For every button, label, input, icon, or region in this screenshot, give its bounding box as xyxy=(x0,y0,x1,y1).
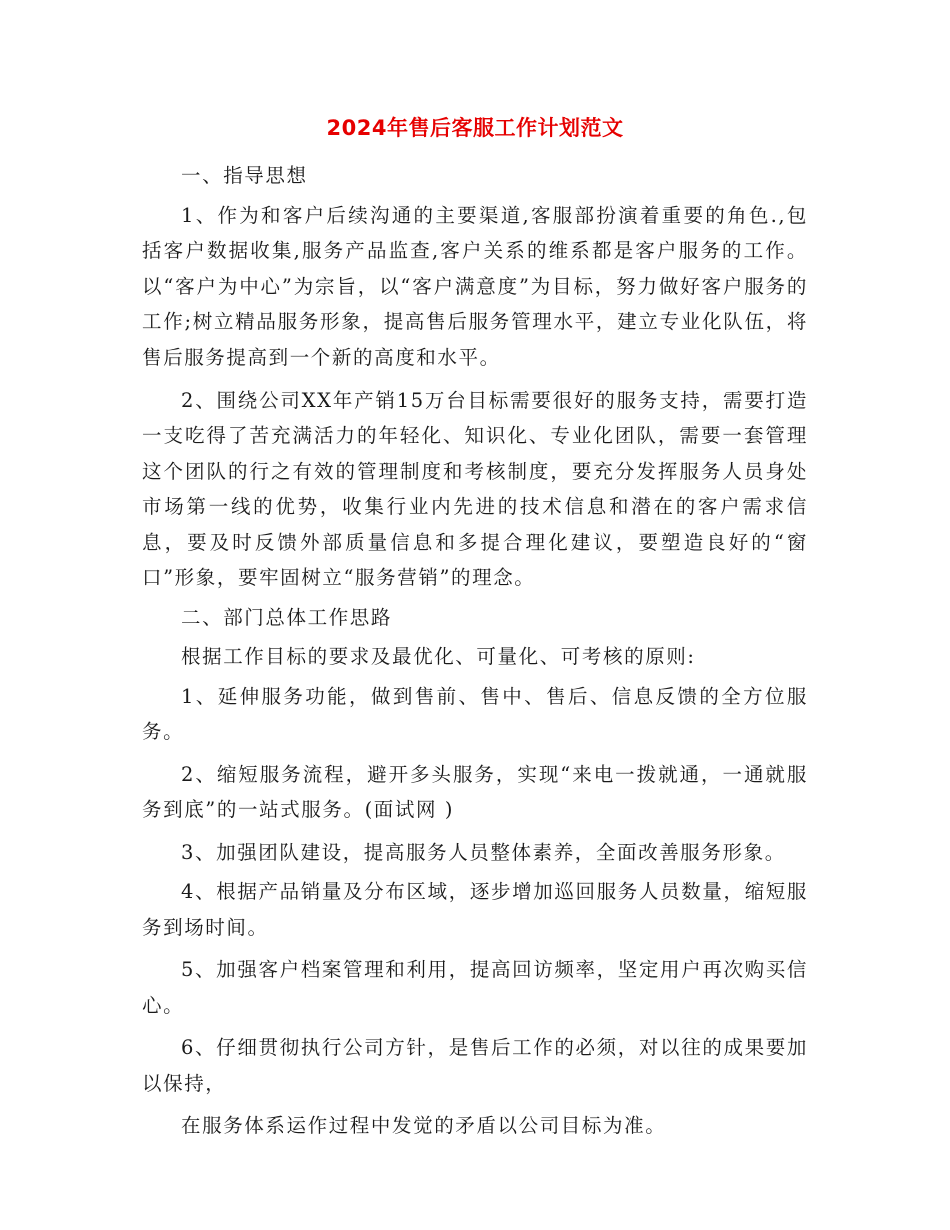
list-item: 1、延伸服务功能，做到售前、售中、售后、信息反馈的全方位服务。 xyxy=(142,684,808,743)
paragraph: 根据工作目标的要求及最优化、可量化、可考核的原则: xyxy=(181,645,696,668)
list-item: 3、加强团队建设，提高服务人员整体素养，全面改善服务形象。 xyxy=(181,840,786,864)
section-heading: 一、指导思想 xyxy=(181,164,308,187)
paragraph: 在服务体系运作过程中发觉的矛盾以公司目标为准。 xyxy=(181,1114,667,1137)
document-body xyxy=(142,158,808,1144)
document-title: 2024年售后客服工作计划范文 xyxy=(326,116,624,140)
section-heading: 二、部门总体工作思路 xyxy=(181,605,393,629)
list-item: 6、仔细贯彻执行公司方针，是售后工作的必须，对以往的成果要加以保持， xyxy=(142,1036,808,1095)
list-item: 2、缩短服务流程，避开多头服务，实现“来电一拨就通，一通就服务到底”的一站式服务。(面试网 ) xyxy=(142,762,808,821)
paragraph: 1、作为和客户后续沟通的主要渠道,客服部扮演着重要的角色.,包括客户数据收集,服务产品监查,客户关系的维系都是客户服务的工作。以“客户为中心”为宗旨，以“客户满意度”为目标，努力做好客户服务的工作;树立精品服务形象，提高售后服务管理水平，建立专业化队伍，将售后服务提高到一个新的高度和水平。 xyxy=(142,203,808,369)
list-item: 5、加强客户档案管理和利用，提高回访频率，坚定用户再次购买信心。 xyxy=(142,958,808,1017)
list-item: 4、根据产品销量及分布区域，逐步增加巡回服务人员数量，缩短服务到场时间。 xyxy=(142,880,808,939)
paragraph: 2、围绕公司XX年产销15万台目标需要很好的服务支持，需要打造一支吃得了苦充满活力的年轻化、知识化、专业化团队，需要一套管理这个团队的行之有效的管理制度和考核制度，要充分发挥服务人员身处市场第一线的优势，收集行业内先进的技术信息和潜在的客户需求信息，要及时反馈外部质量信息和多提合理化建议，要塑造良好的“窗口”形象，要牢固树立“服务营销”的理念。 xyxy=(142,388,808,589)
